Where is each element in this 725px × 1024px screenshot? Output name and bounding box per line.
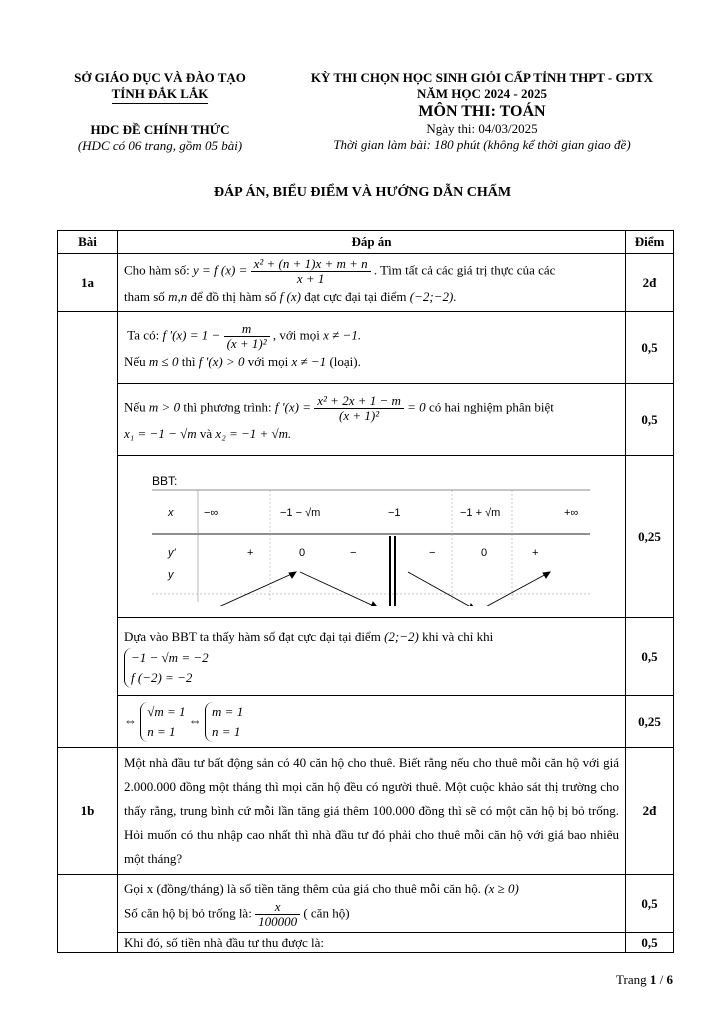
- fraction: [251, 257, 371, 286]
- table-row: [58, 696, 674, 748]
- row-label-y: y: [168, 568, 174, 581]
- table-row: [58, 933, 674, 953]
- text: Cho hàm số:: [124, 262, 190, 278]
- system-of-equations: [124, 648, 209, 688]
- page-footer: [616, 972, 673, 988]
- page-number: 1: [649, 972, 657, 987]
- equation: n = 1: [212, 723, 241, 739]
- text: đạt cực đại tại điểm: [304, 289, 407, 304]
- total-pages: 6: [666, 972, 673, 987]
- table-row: [58, 254, 674, 312]
- text: Gọi x (đồng/tháng) là số tiền tăng thêm của giá cho thuê mỗi căn hộ.: [124, 881, 482, 896]
- math: m > 0: [148, 399, 181, 415]
- math: f '(x) = 1 −: [162, 327, 221, 343]
- solution-step: [118, 696, 626, 748]
- col-bai-header: Bài: [58, 231, 118, 254]
- text: Số căn hộ bị bỏ trống là:: [124, 905, 252, 921]
- table-row: [58, 312, 674, 384]
- score: 2đ: [626, 254, 674, 312]
- fraction: [224, 322, 270, 351]
- score: 0,5: [626, 384, 674, 456]
- sign-plus: +: [532, 546, 539, 559]
- math: y = f (x) =: [192, 262, 248, 278]
- text: Nếu: [124, 354, 146, 369]
- x-root-1: −1 − √m: [280, 506, 321, 519]
- score: 0,25: [626, 696, 674, 748]
- table-row: [58, 456, 674, 618]
- col-dapan-header: Đáp án: [118, 231, 626, 254]
- math: x₁ = −1 − √m: [124, 426, 197, 441]
- solution-step: Khi đó, số tiền nhà đầu tư thu được là:: [118, 933, 626, 953]
- text: ( căn hộ): [303, 905, 350, 921]
- denominator: (x + 1)²: [226, 336, 267, 351]
- math: = 0: [407, 399, 426, 415]
- equation: −1 − √m = −2: [131, 649, 209, 665]
- equation: f (−2) = −2: [131, 669, 193, 685]
- math: m ≤ 0: [148, 354, 179, 369]
- sign-minus: −: [350, 546, 357, 559]
- solution-step: [118, 312, 626, 384]
- numerator: x² + (n + 1)x + m + n: [251, 257, 371, 272]
- system-of-equations: [205, 702, 243, 742]
- math: f '(x) > 0: [198, 354, 245, 369]
- math: (2;−2): [384, 628, 419, 644]
- arrowhead: [469, 604, 476, 606]
- arrow-decrease: [300, 572, 378, 606]
- math: x ≠ −1.: [323, 327, 362, 343]
- variation-table-cell: [118, 456, 626, 618]
- text: Dựa vào BBT ta thấy hàm số đạt cực đại tại điểm: [124, 628, 381, 644]
- text: và: [199, 426, 213, 441]
- problem-number: 1b: [58, 748, 118, 875]
- x-root-2: −1 + √m: [460, 506, 501, 519]
- solution-step: [118, 875, 626, 933]
- sign-minus: −: [429, 546, 436, 559]
- score: 2đ: [626, 748, 674, 875]
- fraction: [314, 394, 404, 423]
- score: 0,5: [626, 618, 674, 696]
- table-row: [58, 618, 674, 696]
- x-minus-one: −1: [388, 506, 401, 519]
- school-year: NĂM HỌC 2024 - 2025: [417, 86, 547, 101]
- exam-duration: Thời gian làm bài: 180 phút (không kể thời gian giao đề): [333, 137, 631, 152]
- arrowhead: [289, 572, 296, 578]
- col-diem-header: Điểm: [626, 231, 674, 254]
- empty-cell: [58, 312, 118, 748]
- variation-table: [152, 486, 592, 606]
- subject: MÔN THI: TOÁN: [418, 103, 546, 120]
- equivalence-arrow: ⇔: [124, 712, 137, 728]
- math: f (x): [279, 289, 301, 304]
- arrow-decrease: [408, 572, 476, 606]
- denominator: (x + 1)²: [339, 408, 380, 423]
- equation: √m = 1: [147, 703, 186, 719]
- text: Nếu: [124, 399, 146, 415]
- table-row: [58, 875, 674, 933]
- math: m,n: [168, 289, 188, 304]
- problem-statement: Một nhà đầu tư bất động sản có 40 căn hộ cho thuê. Biết rằng nếu cho thuê mỗi căn hộ với giá 2.000.000 đồng một tháng thì mọi căn hộ đều có người thuê. Một cuộc khảo sát thị trường cho thấy rằng, trung bình cứ mỗi lần tăng giá thêm 100.000 đồng thì sẽ có một căn hộ bị bỏ trống. Hỏi muốn có thu nhập cao nhất thì nhà đầu tư đó phải cho thuê mỗi căn hộ với giá bao nhiêu một tháng?: [118, 748, 626, 875]
- bbt-label: BBT:: [152, 473, 178, 488]
- text: có hai nghiệm phân biệt: [428, 399, 554, 415]
- table-header-row: [58, 231, 674, 254]
- text: thì: [181, 354, 196, 369]
- province-name: TỈNH ĐẮK LẮK: [112, 86, 209, 104]
- fraction: [255, 900, 300, 929]
- math: (x ≥ 0): [484, 881, 519, 896]
- text: tham số: [124, 289, 165, 304]
- score: 0,5: [626, 312, 674, 384]
- exam-name: KỲ THI CHỌN HỌC SINH GIỎI CẤP TỈNH THPT - GDTX: [310, 70, 654, 85]
- math: (−2;−2).: [409, 289, 457, 304]
- score: 0,5: [626, 875, 674, 933]
- problem-statement: [118, 254, 626, 312]
- denominator: x + 1: [296, 271, 325, 286]
- numerator: x² + 2x + 1 − m: [314, 394, 404, 409]
- table-row: [58, 384, 674, 456]
- x-plus-inf: +∞: [564, 506, 579, 519]
- dept-name: SỞ GIÁO DỤC VÀ ĐÀO TẠO: [74, 70, 246, 85]
- x-minus-inf: −∞: [204, 506, 219, 519]
- equation: m = 1: [212, 703, 244, 719]
- text: khi và chỉ khi: [422, 628, 494, 644]
- empty-cell: [58, 875, 118, 953]
- system-of-equations: [140, 702, 185, 742]
- header-left: [50, 70, 270, 154]
- doc-pages-note: (HDC có 06 trang, gồm 05 bài): [77, 138, 243, 153]
- doc-type: HDC ĐỀ CHÍNH THỨC: [90, 122, 230, 137]
- header-right: [282, 70, 682, 153]
- text: . Tìm tất cả các giá trị thực của các: [373, 262, 556, 278]
- text: , với mọi: [272, 327, 320, 343]
- arrowhead: [371, 602, 378, 606]
- sign-zero: 0: [299, 546, 306, 559]
- math: x ≠ −1: [291, 354, 327, 369]
- equivalence-arrow: ⇔: [188, 712, 202, 728]
- text: với mọi: [247, 354, 289, 369]
- footer-separator: /: [659, 972, 664, 987]
- numerator: x: [255, 900, 300, 915]
- math: f '(x) =: [274, 399, 311, 415]
- denominator: 100000: [258, 914, 298, 929]
- arrow-increase: [480, 572, 550, 606]
- exam-date: Ngày thi: 04/03/2025: [426, 121, 538, 136]
- score: 0,25: [626, 456, 674, 618]
- table-row: [58, 748, 674, 875]
- answer-table: [57, 230, 674, 953]
- row-label-x: x: [168, 506, 174, 519]
- numerator: m: [224, 322, 270, 337]
- text: (loại).: [329, 354, 361, 369]
- sign-zero: 0: [481, 546, 488, 559]
- solution-step: [118, 384, 626, 456]
- problem-number: 1a: [58, 254, 118, 312]
- text: thì phương trình:: [183, 399, 272, 415]
- row-label-yprime: y': [168, 546, 176, 559]
- footer-prefix: Trang: [616, 972, 647, 987]
- text: Ta có:: [127, 327, 160, 343]
- arrowhead: [543, 572, 550, 578]
- solution-step: [118, 618, 626, 696]
- score: 0,5: [626, 933, 674, 953]
- page-title: ĐÁP ÁN, BIỂU ĐIỂM VÀ HƯỚNG DẪN CHẤM: [213, 185, 512, 200]
- arrow-increase: [212, 572, 296, 606]
- equation: n = 1: [147, 723, 176, 739]
- sign-plus: +: [247, 546, 254, 559]
- math: x₂ = −1 + √m.: [215, 426, 292, 441]
- text: để đồ thị hàm số: [190, 289, 277, 304]
